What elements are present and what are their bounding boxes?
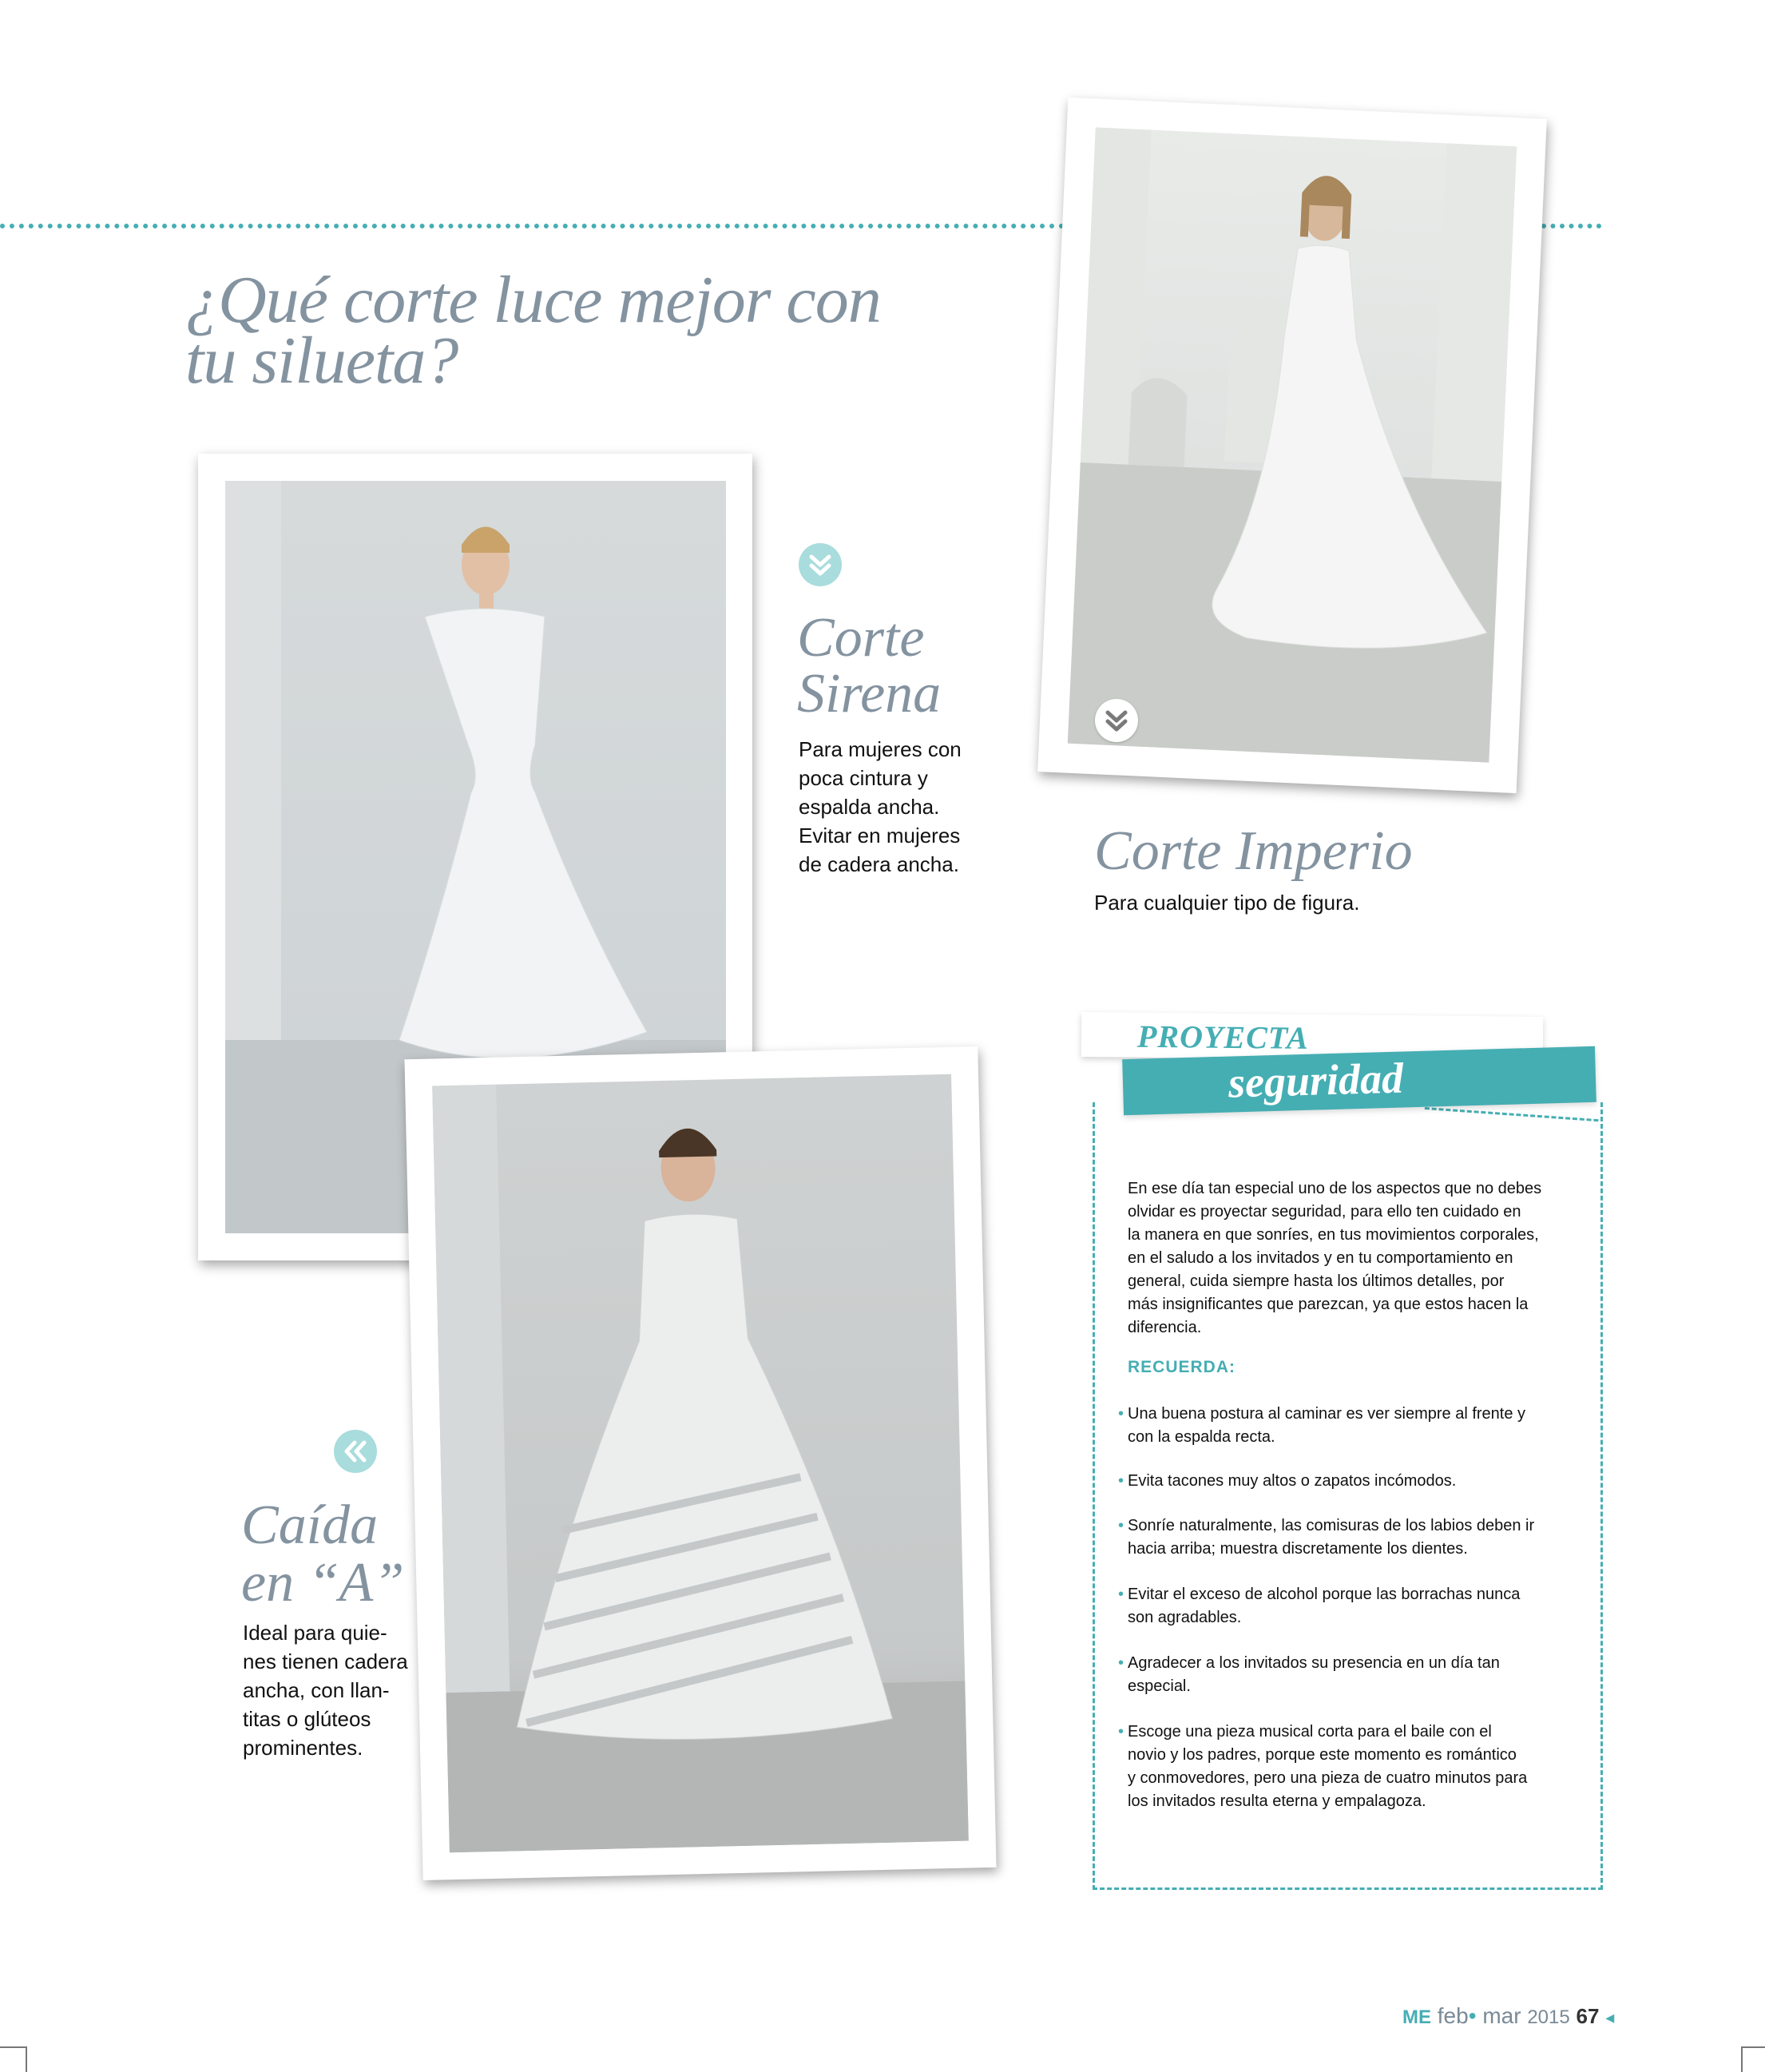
sirena-description	[799, 735, 962, 879]
recuerda-heading: RECUERDA:	[1128, 1358, 1236, 1376]
folio-month2: mar	[1482, 2003, 1521, 2028]
folio-separator: •	[1468, 2003, 1477, 2028]
caida-desc-line: prominentes.	[243, 1736, 363, 1760]
dotted-divider-left	[0, 224, 1074, 228]
list-item	[1118, 1403, 1583, 1449]
imperio-description: Para cualquier tipo de figura.	[1094, 891, 1360, 915]
tip-line: Evita tacones muy altos o zapatos incómodos.	[1128, 1472, 1457, 1490]
intro-line: general, cuida siempre hasta los últimos detalles, por	[1128, 1272, 1505, 1290]
folio-month1: feb	[1437, 2003, 1469, 2028]
intro-line: en el saludo a los invitados y en tu comportamiento en	[1128, 1249, 1513, 1267]
list-item	[1118, 1652, 1583, 1698]
double-chevron-down-icon	[1095, 699, 1138, 742]
tip-line: Una buena postura al caminar es ver siempre al frente y	[1128, 1405, 1526, 1423]
sirena-desc-line: poca cintura y	[799, 766, 928, 790]
photo-imperio	[1037, 97, 1547, 793]
intro-line: más insignificantes que parezcan, ya que estos hacen la	[1128, 1296, 1529, 1313]
caida-desc-line: Ideal para quie-	[243, 1621, 387, 1645]
caida-title-line2: en “A”	[241, 1552, 405, 1614]
intro-line: diferencia.	[1128, 1319, 1202, 1336]
tip-line: y conmovedores, pero una pieza de cuatro minutos para	[1128, 1769, 1528, 1787]
list-item	[1118, 1583, 1583, 1629]
headline-line1: ¿Qué corte luce mejor con	[185, 263, 881, 337]
tip-line: son agradables.	[1128, 1609, 1242, 1626]
sidebar-label-bottom-text: seguridad	[1228, 1054, 1404, 1107]
sirena-title-line2: Sirena	[797, 663, 942, 724]
caida-desc-line: ancha, con llan-	[243, 1678, 390, 1702]
folio-year: 2015	[1527, 2007, 1570, 2028]
sidebar-intro	[1128, 1177, 1565, 1340]
tip-line: Agradecer a los invitados su presencia en un día tan	[1128, 1654, 1500, 1672]
tip-line: Escoge una pieza musical corta para el baile con el	[1128, 1723, 1492, 1741]
tip-line: Sonríe naturalmente, las comisuras de los labios deben ir	[1128, 1517, 1535, 1534]
caida-title-line1: Caída	[241, 1494, 379, 1556]
sirena-title-line1: Corte	[797, 607, 925, 669]
sirena-desc-line: Evitar en mujeres	[799, 824, 961, 847]
crop-mark-bottom-right	[1741, 2046, 1765, 2072]
page-folio	[1402, 2003, 1614, 2029]
tip-line: Evitar el exceso de alcohol porque las borrachas nunca	[1128, 1586, 1521, 1603]
double-chevron-left-icon	[334, 1430, 377, 1473]
headline-line2: tu silueta?	[185, 324, 458, 398]
crop-mark-bottom-left-h	[0, 2046, 26, 2048]
tip-line: con la espalda recta.	[1128, 1428, 1275, 1446]
sidebar-label-top-text: PROYECTA	[1136, 1018, 1309, 1056]
sirena-desc-line: de cadera ancha.	[799, 852, 959, 876]
intro-line: En ese día tan especial uno de los aspectos que no debes	[1128, 1180, 1542, 1197]
crop-mark-bottom-left	[0, 2046, 27, 2072]
caida-desc-line: titas o glúteos	[243, 1707, 371, 1731]
folio-brand: ME	[1402, 2007, 1431, 2028]
dotted-divider-right	[1541, 224, 1601, 228]
double-chevron-down-icon	[799, 543, 842, 586]
intro-line: olvidar es proyectar seguridad, para ello ten cuidado en	[1128, 1203, 1521, 1221]
sirena-title	[797, 607, 942, 724]
page-headline	[185, 263, 881, 398]
imperio-title: Corte Imperio	[1094, 820, 1413, 882]
list-item	[1118, 1721, 1583, 1813]
list-item	[1118, 1470, 1583, 1493]
sirena-desc-line: espalda ancha.	[799, 795, 940, 819]
list-item	[1118, 1514, 1583, 1561]
caida-title	[241, 1494, 405, 1614]
page-number: 67	[1576, 2004, 1600, 2028]
sirena-desc-line: Para mujeres con	[799, 737, 962, 761]
tip-line: hacia arriba; muestra discretamente los dientes.	[1128, 1540, 1468, 1558]
tip-line: especial.	[1128, 1677, 1191, 1695]
tip-line: novio y los padres, porque este momento es romántico	[1128, 1746, 1517, 1764]
caida-description	[243, 1618, 408, 1762]
photo-caida-a	[404, 1046, 996, 1880]
triangle-left-icon: ◂	[1605, 2007, 1615, 2027]
intro-line: la manera en que sonríes, en tus movimientos corporales,	[1128, 1226, 1539, 1244]
tip-line: los invitados resulta eterna y empalagoza.	[1128, 1792, 1426, 1810]
crop-mark-bottom-right-h	[1741, 2046, 1765, 2048]
caida-desc-line: nes tienen cadera	[243, 1649, 408, 1673]
